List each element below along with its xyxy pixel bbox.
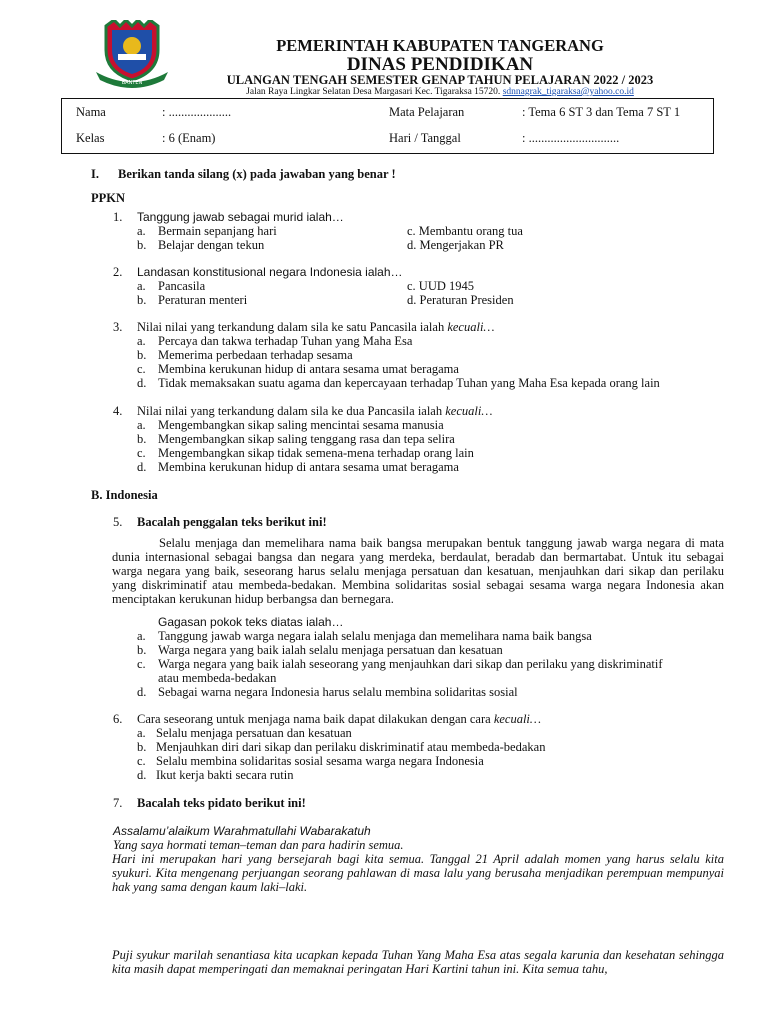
tangerang-coat-of-arms-logo [92,20,172,90]
q4-option-b-letter: b. [137,432,147,446]
q1-option-b-letter: b. [137,238,147,252]
q4-option-b[interactable]: Mengembangkan sikap saling tenggang rasa dan tepa selira [158,432,455,446]
q6-option-c-letter: c. [137,754,146,768]
nama-label: Nama [76,105,106,119]
header-address-line [180,88,700,98]
q4-option-a[interactable]: Mengembangkan sikap saling mencintai sesama manusia [158,418,444,432]
nama-field[interactable]: : .................... [162,105,232,119]
q7-paragraph-1: Hari ini merupakan hari yang bersejarah bagi kita semua. Tanggal 21 April adalah momen yang harus selalu kita syukuri. Kita mengenang perjuangan seorang pahlawan di masa lalu yang berusaha menjadikan perempuan mempunyai hak yang sama dengan kaum laki–laki. [112,852,724,894]
q1-number: 1. [113,210,123,224]
q2-text: Landasan konstitusional negara Indonesia ialah… [137,265,403,279]
q3-text-line [137,321,495,334]
header-address: Jalan Raya Lingkar Selatan Desa Margasari Kec. Tigaraksa 15720. [246,87,501,97]
section1-number: I. [91,167,99,181]
q7-text: Bacalah teks pidato berikut ini! [137,796,306,810]
q3-option-b-letter: b. [137,348,147,362]
q2-option-b[interactable]: Peraturan menteri [158,293,248,307]
header-exam-title: ULANGAN TENGAH SEMESTER GENAP TAHUN PELAJARAN 2022 / 2023 [226,73,654,87]
q5-option-a-letter: a. [137,629,146,643]
header-department: DINAS PENDIDIKAN [346,54,534,75]
q3-number: 3. [113,320,123,334]
q6-option-b-letter: b. [137,740,147,754]
mapel-label: Mata Pelajaran [389,105,465,119]
q3-option-b[interactable]: Memerima perbedaan terhadap sesama [158,348,353,362]
q5-option-c-cont: atau membeda-bedakan [158,671,277,685]
q4-exception: kecuali… [445,404,493,418]
q5-option-b-letter: b. [137,643,147,657]
q3-text: Nilai nilai yang terkandung dalam sila ke satu Pancasila ialah [137,320,448,334]
logo-banner-text: BANTEN [121,80,143,86]
subject-ppkn: PPKN [91,191,126,205]
header-email-link[interactable]: sdnnagrak_tigaraksa@yahoo.co.id [502,87,634,97]
q3-option-a[interactable]: Percaya dan takwa terhadap Tuhan yang Maha Esa [158,334,413,348]
q7-number: 7. [113,796,123,810]
q3-option-d[interactable]: Tidak memaksakan suatu agama dan kepercayaan terhadap Tuhan yang Maha Esa kepada orang lain [158,376,660,390]
hari-label: Hari / Tanggal [389,131,461,145]
q4-option-a-letter: a. [137,418,146,432]
q2-option-a-letter: a. [137,279,146,293]
q6-exception: kecuali… [493,712,542,726]
q1-option-c[interactable]: c. Membantu orang tua [407,224,523,238]
hari-field[interactable]: : ............................. [522,131,620,145]
q4-text: Nilai nilai yang terkandung dalam sila ke dua Pancasila ialah [137,404,446,418]
q6-option-a[interactable]: Selalu menjaga persatuan dan kesatuan [156,726,352,740]
q4-option-d[interactable]: Membina kerukunan hidup di antara sesama umat beragama [158,460,459,474]
q5-option-c-letter: c. [137,657,146,671]
mapel-value: : Tema 6 ST 3 dan Tema 7 ST 1 [522,105,681,119]
q3-exception: kecuali… [447,320,495,334]
q5-option-a[interactable]: Tanggung jawab warga negara ialah selalu menjaga dan memelihara nama baik bangsa [158,629,592,643]
q5-number: 5. [113,515,123,529]
q7-paragraph-2: Puji syukur marilah senantiasa kita ucapkan kepada Tuhan Yang Maha Esa atas segala karunia dan kesehatan sehingga kita masih dapat memperingati dan memaknai peringatan Hari Kartini tahun ini. Kita semua tahu, [112,948,724,976]
q3-option-c-letter: c. [137,362,146,376]
q6-number: 6. [113,712,123,726]
q3-option-a-letter: a. [137,334,146,348]
q7-salutation: Yang saya hormati teman–teman dan para hadirin semua. [113,838,404,852]
q1-option-a-letter: a. [137,224,146,238]
q2-option-a[interactable]: Pancasila [158,279,206,293]
q4-option-c[interactable]: Mengembangkan sikap tidak semena-mena terhadap orang lain [158,446,474,460]
q6-option-b[interactable]: Menjauhkan diri dari sikap dan perilaku diskriminatif atau membeda-bedakan [156,740,546,754]
q3-option-d-letter: d. [137,376,147,390]
q5-question: Gagasan pokok teks diatas ialah… [158,615,344,629]
q5-option-c[interactable]: Warga negara yang baik ialah seseorang yang menjauhkan dari sikap dan perilaku yang diskriminatif [158,657,663,671]
kelas-value: : 6 (Enam) [162,131,216,145]
q6-option-a-letter: a. [137,726,146,740]
q2-option-d[interactable]: d. Peraturan Presiden [407,293,514,307]
q2-option-c[interactable]: c. UUD 1945 [407,279,475,293]
q5-passage: Selalu menjaga dan memelihara nama baik bangsa merupakan bentuk tanggung jawab warga negara di mata dunia internasional sebagai bangsa dan negara yang merdeka, berdaulat, beradab dan bermartabat. Untuk itu sebagai warga negara yang baik, seseorang harus selalu menjaga persatuan dan kesatuan, menjauhkan dari sikap dan perilaku yang diskriminatif atau membeda-bedakan. Membina solidaritas sosial sebagai sesama warga negara Indonesia akan menciptakan kerukunan hidup berbangsa dan bernegara. [112,536,724,606]
q1-option-a[interactable]: Bermain sepanjang hari [158,224,277,238]
q6-option-d-letter: d. [137,768,147,782]
q4-text-line [137,405,492,418]
q1-option-d[interactable]: d. Mengerjakan PR [407,238,504,252]
q5-option-d-letter: d. [137,685,147,699]
q6-option-d[interactable]: Ikut kerja bakti secara rutin [156,768,294,782]
q5-text: Bacalah penggalan teks berikut ini! [137,515,327,529]
q4-number: 4. [113,404,123,418]
section-b-title: B. Indonesia [91,488,158,502]
q6-text: Cara seseorang untuk menjaga nama baik dapat dilakukan dengan cara [137,712,494,726]
kelas-label: Kelas [76,131,105,145]
q6-text-line [137,713,541,726]
q2-number: 2. [113,265,123,279]
q2-option-b-letter: b. [137,293,147,307]
q5-option-b[interactable]: Warga negara yang baik ialah selalu menjaga persatuan dan kesatuan [158,643,503,657]
q3-option-c[interactable]: Membina kerukunan hidup di antara sesama umat beragama [158,362,459,376]
q4-option-c-letter: c. [137,446,146,460]
q1-text: Tanggung jawab sebagai murid ialah… [137,210,344,224]
q1-option-b[interactable]: Belajar dengan tekun [158,238,265,252]
q4-option-d-letter: d. [137,460,147,474]
header-government: PEMERINTAH KABUPATEN TANGERANG [276,36,604,55]
section1-instruction: Berikan tanda silang (x) pada jawaban yang benar ! [118,167,396,181]
q5-option-d[interactable]: Sebagai warna negara Indonesia harus selalu membina solidaritas sosial [158,685,518,699]
q7-greeting: Assalamu’alaikum Warahmatullahi Wabarakatuh [113,824,371,838]
q6-option-c[interactable]: Selalu membina solidaritas sosial sesama warga negara Indonesia [156,754,484,768]
